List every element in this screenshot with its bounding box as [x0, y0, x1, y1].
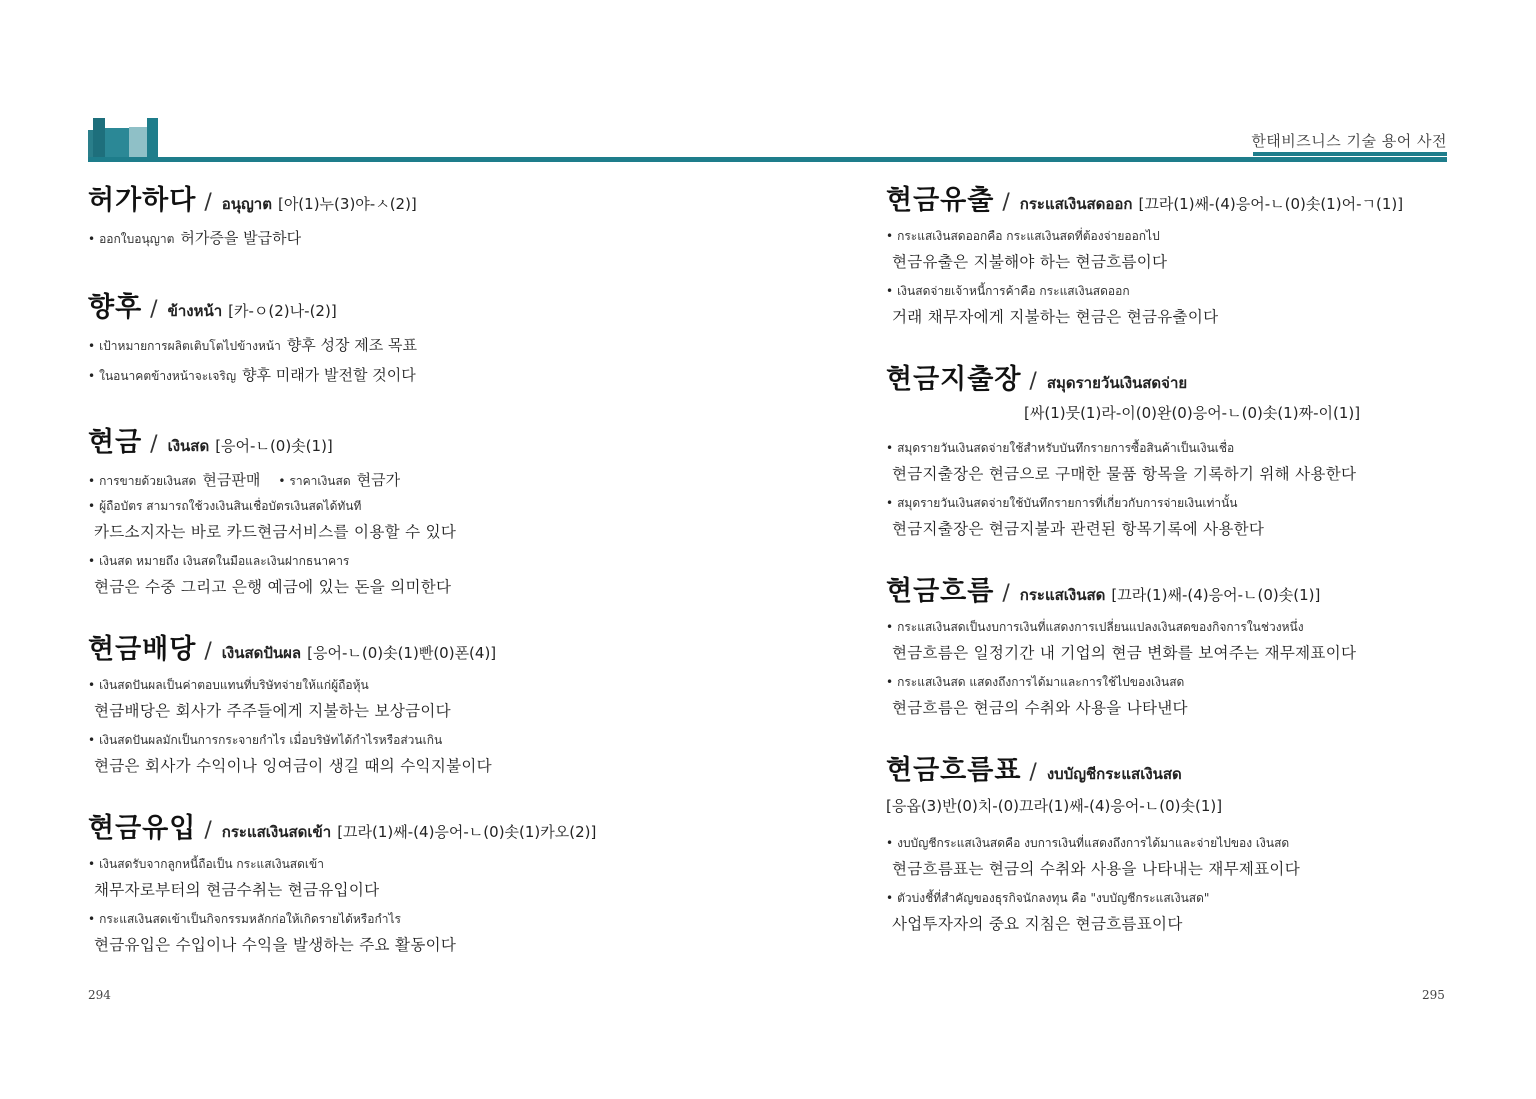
bullet-dot: •: [886, 284, 894, 298]
entry-hyanghu: [88, 285, 728, 386]
bullet-dot: •: [886, 836, 894, 850]
bullet-dot: •: [886, 675, 894, 689]
korean-example: 현금배당은 회사가 주주들에게 지불하는 보상금이다: [94, 702, 451, 720]
thai-term: อนุญาต: [221, 195, 272, 213]
logo-bar-2: [93, 118, 105, 157]
thai-example: ออกใบอนุญาต: [99, 232, 175, 246]
example: [88, 855, 728, 900]
entry-heogahada: [88, 178, 728, 249]
bullet-dot: •: [886, 891, 894, 905]
slash: /: [204, 818, 212, 843]
korean-example: 현금은 회사가 수익이나 잉여금이 생길 때의 수익지불이다: [94, 757, 492, 775]
pronunciation: [끄라(1)쌔-(4)응어-ㄴ(0)솟(1)어-ㄱ(1)]: [1138, 195, 1404, 213]
entry-hyeongeum: [88, 420, 728, 597]
pronunciation: [끄라(1)쌔-(4)응어-ㄴ(0)솟(1)카오(2)]: [337, 823, 597, 841]
entry-hyeongeum-heureum: [886, 569, 1486, 718]
thai-example: กระแสเงินสด แสดงถึงการได้มาและการใช้ไปของเงินสด: [897, 675, 1185, 689]
logo-bar-5: [147, 118, 158, 157]
entry-hyeongeum-yuchul: [886, 178, 1486, 327]
example: [886, 439, 1486, 484]
term: 현금지출장: [886, 364, 1022, 395]
bullet-dot: •: [88, 474, 96, 488]
example: [886, 227, 1486, 272]
thai-example: กระแสเงินสดออกคือ กระแสเงินสดที่ต้องจ่ายออกไป: [897, 229, 1160, 243]
korean-example: 현금지출장은 현금지불과 관련된 항목기록에 사용한다: [892, 520, 1265, 538]
example: [886, 494, 1486, 539]
example: [88, 552, 728, 597]
example: [88, 227, 728, 249]
thai-example: เงินสด หมายถึง เงินสดในมือและเงินฝากธนาคาร: [99, 554, 350, 568]
bullet-dot: •: [88, 499, 96, 513]
left-column: [88, 174, 728, 955]
thai-example: สมุดรายวันเงินสดจ่ายใช้สำหรับบันทึกรายการซื้อสินค้าเป็นเงินเชื่อ: [897, 441, 1235, 455]
header-rule: [88, 157, 1447, 162]
korean-example: 현금가: [356, 471, 401, 489]
example: [88, 731, 728, 776]
example: [886, 618, 1486, 663]
thai-example: ราคาเงินสด: [289, 474, 351, 488]
korean-example: 현금흐름표는 현금의 수취와 사용을 나타내는 재무제표이다: [892, 860, 1300, 878]
bullet-dot: •: [88, 369, 96, 383]
book-title: 한태비즈니스 기술 용어 사전: [1251, 132, 1447, 150]
example: [88, 469, 728, 491]
example: [88, 676, 728, 721]
korean-example: 현금지출장은 현금으로 구매한 물품 항목을 기록하기 위해 사용한다: [892, 465, 1357, 483]
korean-example: 현금유입은 수입이나 수익을 발생하는 주요 활동이다: [94, 936, 457, 954]
example: [88, 497, 728, 542]
pronunciation: [응옵(3)반(0)치-(0)끄라(1)쌔-(4)응어-ㄴ(0)솟(1)]: [886, 797, 1223, 815]
thai-term: สมุดรายวันเงินสดจ่าย: [1046, 374, 1188, 392]
korean-example: 카드소지자는 바로 카드현금서비스를 이용할 수 있다: [94, 523, 457, 541]
term: 향후: [88, 292, 143, 323]
korean-example: 향후 미래가 발전할 것이다: [242, 366, 416, 384]
example: [886, 834, 1486, 879]
bullet-dot: •: [886, 229, 894, 243]
bullet-dot: •: [88, 857, 96, 871]
page-number-left: 294: [88, 988, 111, 1002]
bullet-dot: •: [886, 496, 894, 510]
bullet-dot: •: [88, 232, 96, 246]
term: 현금: [88, 427, 143, 458]
term: 현금흐름표: [886, 755, 1022, 786]
pronunciation: [아(1)누(3)야-ㅅ(2)]: [277, 195, 417, 213]
thai-example: กระแสเงินสดเป็นงบการเงินที่แสดงการเปลี่ยนแปลงเงินสดของกิจการในช่วงหนึ่ง: [897, 620, 1304, 634]
slash: /: [204, 190, 212, 215]
term: 현금유출: [886, 185, 995, 216]
slash: /: [150, 432, 158, 457]
thai-term: กระแสเงินสดออก: [1019, 195, 1133, 213]
example: [886, 673, 1486, 718]
bullet-dot: •: [278, 474, 286, 488]
bullet-dot: •: [88, 554, 96, 568]
bullet-dot: •: [886, 620, 894, 634]
term: 현금흐름: [886, 576, 995, 607]
term: 허가하다: [88, 185, 197, 216]
korean-example: 현금유출은 지불해야 하는 현금흐름이다: [892, 253, 1168, 271]
thai-example: เป้าหมายการผลิตเติบโตไปข้างหน้า: [99, 339, 281, 353]
page-number-right: 295: [1422, 988, 1445, 1002]
pronunciation: [응어-ㄴ(0)솟(1)빤(0)폰(4)]: [307, 644, 497, 662]
pronunciation: [카-ㅇ(2)나-(2)]: [228, 302, 337, 320]
thai-example: การขายด้วยเงินสด: [99, 474, 197, 488]
right-column: [886, 174, 1486, 934]
term: 현금유입: [88, 813, 197, 844]
korean-example: 채무자로부터의 현금수취는 현금유입이다: [94, 881, 380, 899]
logo-bar-4: [129, 127, 147, 157]
korean-example: 사업투자자의 중요 지침은 현금흐름표이다: [892, 915, 1183, 933]
entry-hyeongeum-yuip: [88, 806, 728, 955]
logo-bar-3: [105, 128, 129, 157]
thai-example: ในอนาคตข้างหน้าจะเจริญ: [99, 369, 237, 383]
example: [886, 889, 1486, 934]
pronunciation: [응어-ㄴ(0)솟(1)]: [215, 437, 333, 455]
thai-term: เงินสด: [167, 437, 210, 455]
thai-term: เงินสดปันผล: [221, 644, 302, 662]
entry-hyeongeum-baedang: [88, 627, 728, 776]
korean-example: 현금흐름은 일정기간 내 기업의 현금 변화를 보여주는 재무제표이다: [892, 644, 1357, 662]
slash: /: [1029, 369, 1037, 394]
korean-example: 현금은 수중 그리고 은행 예금에 있는 돈을 의미한다: [94, 578, 452, 596]
pronunciation: [싸(1)뭇(1)라-이(0)완(0)응어-ㄴ(0)솟(1)짜-이(1)]: [1024, 404, 1361, 422]
thai-example: เงินสดปันผลมักเป็นการกระจายกำไร เมื่อบริษัทได้กำไรหรือส่วนเกิน: [99, 733, 443, 747]
thai-example: สมุดรายวันเงินสดจ่ายใช้บันทึกรายการที่เกี่ยวกับการจ่ายเงินเท่านั้น: [897, 496, 1238, 510]
thai-example: เงินสดรับจากลูกหนี้ถือเป็น กระแสเงินสดเข้า: [99, 857, 324, 871]
thai-example: งบบัญชีกระแสเงินสดคือ งบการเงินที่แสดงถึงการได้มาและจ่ายไปของ เงินสด: [897, 836, 1290, 850]
bullet-dot: •: [88, 733, 96, 747]
thai-example: ผู้ถือบัตร สามารถใช้วงเงินสินเชื่อบัตรเงินสดได้ทันที: [99, 499, 362, 513]
bullet-dot: •: [886, 441, 894, 455]
thai-example: เงินสดปันผลเป็นค่าตอบแทนที่บริษัทจ่ายให้แก่ผู้ถือหุ้น: [99, 678, 369, 692]
thai-term: ข้างหน้า: [167, 302, 223, 320]
title-underline: [1253, 152, 1447, 156]
bullet-dot: •: [88, 339, 96, 353]
example: [886, 282, 1486, 327]
slash: /: [1002, 190, 1010, 215]
entry-hyeongeum-jichuljang: [886, 357, 1486, 539]
thai-example: ตัวบ่งชี้ที่สำคัญของธุรกิจนักลงทุน คือ "งบบัญชีกระแสเงินสด": [897, 891, 1210, 905]
slash: /: [1002, 581, 1010, 606]
slash: /: [150, 297, 158, 322]
slash: /: [1029, 760, 1037, 785]
korean-example: 현금흐름은 현금의 수취와 사용을 나타낸다: [892, 699, 1188, 717]
thai-term: กระแสเงินสด: [1019, 586, 1106, 604]
example: [88, 334, 728, 356]
korean-example: 현금판매: [202, 471, 261, 489]
thai-example: เงินสดจ่ายเจ้าหนี้การค้าคือ กระแสเงินสดออก: [897, 284, 1130, 298]
entry-hyeongeum-heureumpyo: [886, 748, 1486, 934]
pronunciation: [끄라(1)쌔-(4)응어-ㄴ(0)솟(1)]: [1111, 586, 1321, 604]
korean-example: 거래 채무자에게 지불하는 현금은 현금유출이다: [892, 308, 1219, 326]
bullet-dot: •: [88, 912, 96, 926]
example: [88, 364, 728, 386]
example: [88, 910, 728, 955]
thai-example: กระแสเงินสดเข้าเป็นกิจกรรมหลักก่อให้เกิดรายได้หรือกำไร: [99, 912, 401, 926]
thai-term: กระแสเงินสดเข้า: [221, 823, 332, 841]
term: 현금배당: [88, 634, 197, 665]
korean-example: 향후 성장 제조 목표: [286, 336, 418, 354]
slash: /: [204, 639, 212, 664]
thai-term: งบบัญชีกระแสเงินสด: [1046, 765, 1182, 783]
page-header: [0, 0, 1536, 170]
korean-example: 허가증을 발급하다: [180, 229, 302, 247]
bullet-dot: •: [88, 678, 96, 692]
